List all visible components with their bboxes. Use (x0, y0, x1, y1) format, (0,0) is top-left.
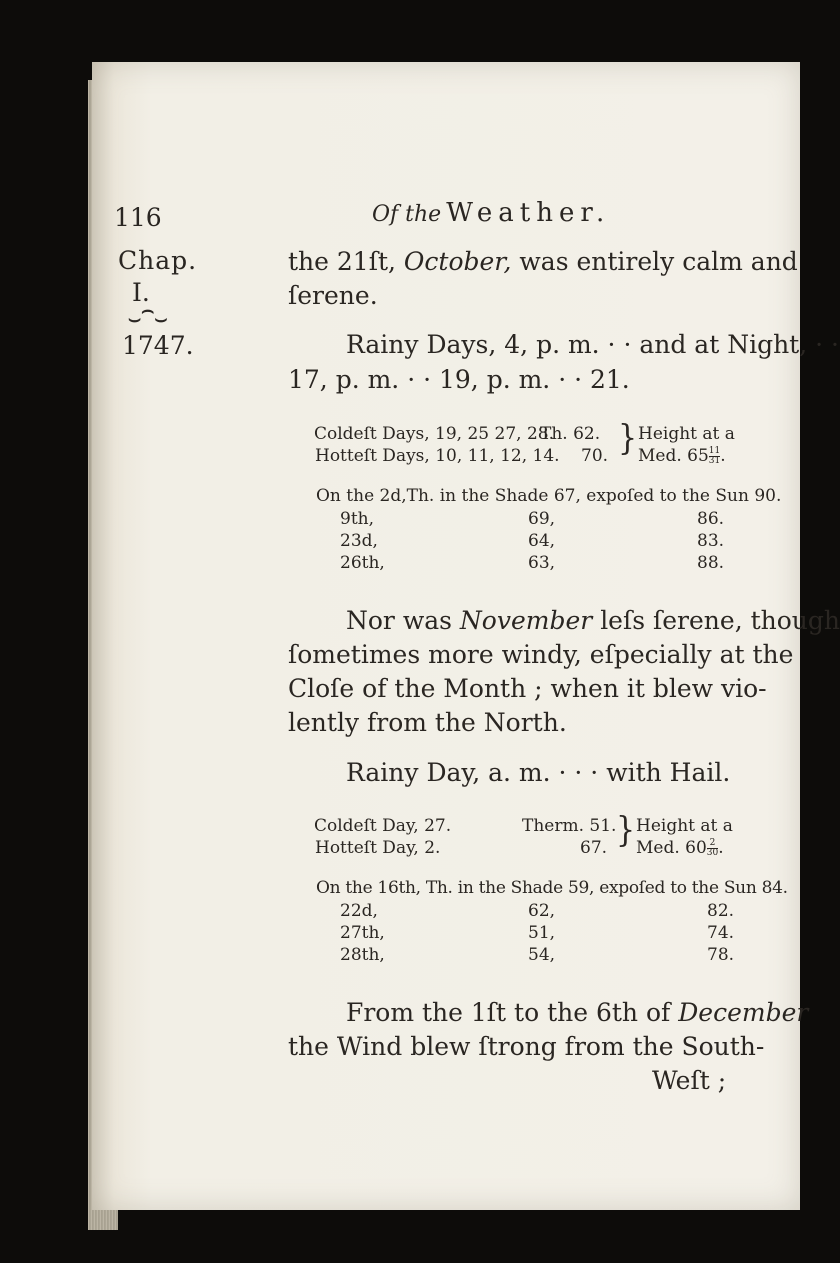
table1-hottest-therm: 70. (581, 446, 609, 466)
table1-coldest: Coldeſt Days, 19, 25 27, 28. (314, 424, 555, 444)
month-october: October, (403, 247, 512, 276)
table1-hottest: Hotteſt Days, 10, 11, 12, 14. (315, 446, 560, 466)
table2-height-value: Med. 60 $\frac{2}{30}$ . (636, 838, 724, 858)
table2-hottest: Hotteſt Day, 2. (315, 838, 441, 858)
height-fraction (709, 447, 720, 466)
rainy-days-line2: 17, p. m. · · 19, p. m. · · 21. (288, 365, 630, 394)
para3-line2: the Wind blew ſtrong from the South- (288, 1032, 765, 1061)
table2-shade-line: On the 16th, Th. in the Shade 59, expoſed to the Sun 84. (316, 878, 788, 898)
table1-row-sun: 86. (697, 509, 725, 529)
table2-row-sun: 74. (707, 923, 735, 943)
margin-ornament: ⌣⁀⌣ (128, 306, 168, 330)
para3-text: From the 1ſt to the 6th of (346, 998, 671, 1027)
table1-height-label: Height at a (638, 424, 735, 444)
margin-chapter-number: I. (132, 278, 150, 307)
running-title-italic: Of the (372, 202, 442, 227)
rainy-day-hail: Rainy Day, a. m. · · · with Hail. (346, 758, 731, 787)
margin-year: 1747. (122, 331, 194, 360)
margin-chapter: Chap. (118, 246, 198, 275)
table1-row-sun: 83. (697, 531, 725, 551)
para3-catchword: Weſt ; (652, 1066, 727, 1095)
table1-shade-line: On the 2d,Th. in the Shade 67, expoſed to the Sun 90. (316, 486, 782, 506)
para2-line3: Cloſe of the Month ; when it blew vio- (288, 674, 767, 703)
running-title (372, 198, 610, 228)
para2-line1 (346, 606, 840, 635)
table1-row-day: 9th, (340, 509, 374, 529)
fraction-denominator: 31 (708, 456, 721, 466)
height-fraction (707, 839, 718, 858)
table2-row-sun: 82. (707, 901, 735, 921)
table1-row-sun: 88. (697, 553, 725, 573)
table1-row-shade: 64, (528, 531, 556, 551)
para1-line2: ſerene. (288, 281, 378, 310)
table1-coldest-therm: Th. 62. (540, 424, 601, 444)
table1-row-shade: 63, (528, 553, 556, 573)
fraction-numerator: 11 (708, 446, 721, 456)
table2-row-day: 27th, (340, 923, 385, 943)
table2-row-day: 22d, (340, 901, 378, 921)
para3-line1 (346, 998, 808, 1027)
height-value-prefix: Med. 65 (638, 446, 709, 466)
table2-coldest-therm: Therm. 51. (522, 816, 617, 836)
para2-line2: ſometimes more windy, eſpecially at the (288, 640, 794, 669)
table2-hottest-therm: 67. (580, 838, 608, 858)
table2-coldest: Coldeſt Day, 27. (314, 816, 452, 836)
para1-text-post: was entirely calm and (519, 247, 798, 276)
table2-row-shade: 51, (528, 923, 556, 943)
table2-row-shade: 62, (528, 901, 556, 921)
rainy-days-line1: Rainy Days, 4, p. m. · · and at Night, · · (346, 330, 839, 359)
table1-row-day: 26th, (340, 553, 385, 573)
page-number: 116 (114, 203, 162, 232)
brace-icon: } (618, 418, 638, 459)
height-value-prefix: Med. 60 (636, 838, 707, 858)
para2-line4: lently from the North. (288, 708, 567, 737)
month-december: December (678, 998, 809, 1027)
table2-height-label: Height at a (636, 816, 733, 836)
brace-icon: } (616, 810, 636, 851)
fraction-denominator: 30 (706, 848, 719, 858)
table1-height-value: Med. 65 $\frac{11}{31}$ . (638, 446, 726, 466)
fraction-numerator: 2 (709, 838, 716, 848)
running-title-caps: Weather. (446, 198, 611, 228)
month-november: November (459, 606, 593, 635)
para1-text: the 21ſt, (288, 247, 396, 276)
table2-row-sun: 78. (707, 945, 735, 965)
para2-text: Nor was (346, 606, 452, 635)
table1-row-day: 23d, (340, 531, 378, 551)
table1-row-shade: 69, (528, 509, 556, 529)
table2-row-day: 28th, (340, 945, 385, 965)
table2-row-shade: 54, (528, 945, 556, 965)
para1-line1 (288, 247, 798, 276)
para2-text-post: leſs ſerene, though (600, 606, 840, 635)
